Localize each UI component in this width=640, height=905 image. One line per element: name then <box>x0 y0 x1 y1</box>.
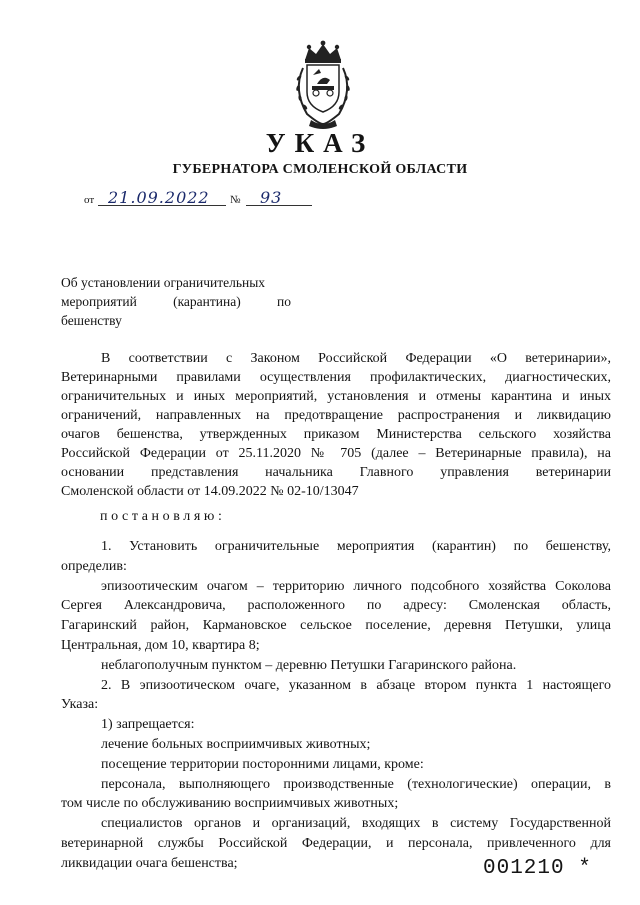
text-line: В соответствии с Законом Российской Федерации «О ветеринарии», <box>101 351 611 366</box>
document-subtitle: ГУБЕРНАТОРА СМОЛЕНСКОЙ ОБЛАСТИ <box>172 162 468 177</box>
text-line: ограничений, направленных на предотвращение распространения и ликвидацию <box>61 408 611 423</box>
document-title: УКАЗ <box>265 128 375 158</box>
preamble-paragraph <box>61 349 611 501</box>
text-line: Гагаринский район, Кармановское сельское поселение, деревня Петушки, улица <box>61 618 611 634</box>
text-line: том числе по обслуживанию восприимчивых животных; <box>61 796 399 812</box>
text-line: ветеринарной службы Российской Федерации, и персонала, привлеченного для <box>61 835 611 851</box>
date-number-line <box>84 190 324 210</box>
text-line: ликвидации очага бешенства; <box>61 855 238 871</box>
text-line: определив: <box>61 558 127 574</box>
text-line: Сергея Александровича, расположенного по адресу: Смоленская область, <box>61 598 611 614</box>
decree-items <box>61 537 611 874</box>
date-handwritten: 21.09.2022 <box>108 188 210 207</box>
text-line: очагов бешенства, утвержденных приказом Министерства сельского хозяйства <box>61 427 611 442</box>
text-line: специалистов органов и организаций, входящих в систему Государственной <box>101 816 611 832</box>
subject-line: Об установлении ограничительных <box>61 275 266 290</box>
text-line: Ветеринарными правилами осуществления профилактических, диагностических, <box>61 370 611 385</box>
text-line: персонала, выполняющего производственные (технологические) операции, в <box>101 776 611 792</box>
date-prefix: от <box>84 194 95 206</box>
text-line: эпизоотическим очагом – территорию личного подсобного хозяйства Соколова <box>101 578 611 594</box>
decree-word: постановляю: <box>100 509 226 524</box>
number-handwritten: 93 <box>260 188 283 207</box>
subject-line: бешенству <box>61 313 122 328</box>
text-line: посещение территории посторонними лицами, кроме: <box>101 756 424 772</box>
subject-line: мероприятий (карантина) по <box>61 294 291 309</box>
text-line: Указа: <box>61 697 99 713</box>
number-prefix: № <box>230 194 241 206</box>
serial-number: 001210 * <box>483 857 592 880</box>
text-line: неблагополучным пунктом – деревню Петушки Гагаринского района. <box>101 657 517 673</box>
text-line: Смоленской области от 14.09.2022 № 02-10/13047 <box>61 484 359 499</box>
text-line: ограничительных и иных мероприятий, установления и отмены карантина и иных <box>61 389 611 404</box>
document-subject <box>61 273 291 330</box>
text-line: 1. Установить ограничительные мероприятия (карантин) по бешенству, <box>101 539 611 554</box>
text-line: 2. В эпизоотическом очаге, указанном в абзаце втором пункта 1 настоящего <box>101 677 611 693</box>
text-line: лечение больных восприимчивых животных; <box>101 736 371 752</box>
coat-of-arms-icon <box>283 40 363 130</box>
text-line: основании представления начальника Главного управления ветеринарии <box>61 465 611 480</box>
text-line: Центральная, дом 10, квартира 8; <box>61 637 260 653</box>
text-line: Российской Федерации от 25.11.2020 № 705 (далее – Ветеринарные правила), на <box>61 446 611 461</box>
text-line: 1) запрещается: <box>101 717 195 733</box>
